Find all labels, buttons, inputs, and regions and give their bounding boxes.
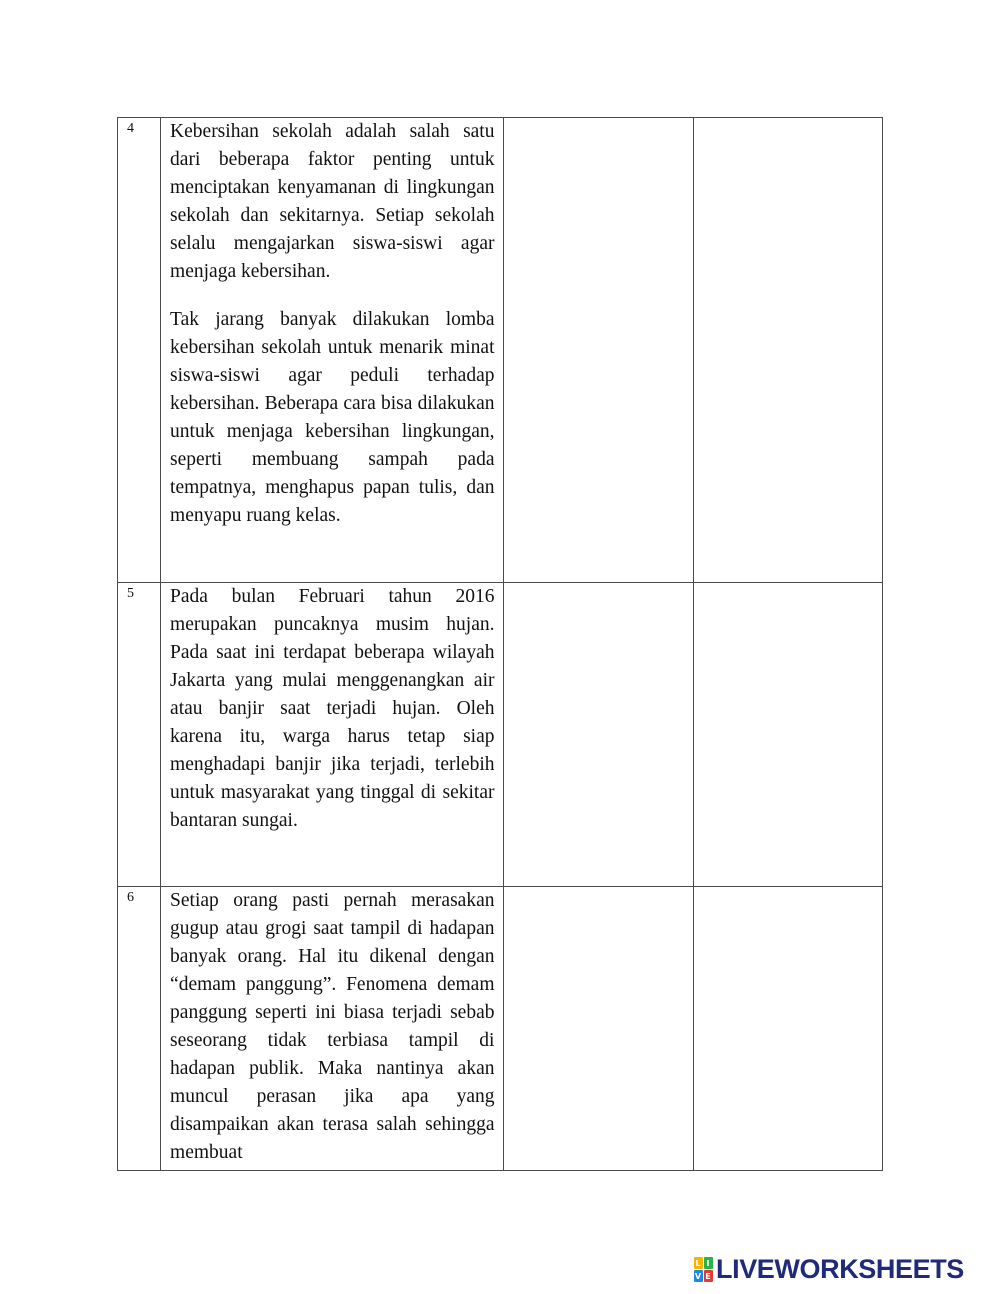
badge-letter: L (695, 1258, 701, 1268)
passage-paragraph: Setiap orang pasti pernah merasakan gugup atau grogi saat tampil di hadapan banyak orang. Hal itu dikenal dengan “demam panggung”. Fenomena demam panggung seperti ini biasa terjadi sebab seseorang tidak terbiasa tampil di hadapan publik. Maka nantinya akan muncul perasan jika apa yang disampaikan akan terasa salah sehingga membuat (170, 890, 495, 1163)
logo-text: LIVEWORKSHEETS (716, 1254, 964, 1284)
row-number: 6 (118, 887, 161, 1171)
liveworksheets-logo[interactable] (693, 1254, 964, 1284)
passage-cell (161, 887, 504, 1171)
worksheet-table (117, 117, 883, 1171)
live-badge-icon (693, 1256, 713, 1282)
passage-cell (161, 583, 504, 887)
row-number: 5 (118, 583, 161, 887)
badge-letter: I (704, 1257, 713, 1269)
table-row (118, 887, 883, 1171)
answer-cell-2[interactable] (693, 583, 882, 887)
answer-cell-1[interactable] (504, 118, 693, 583)
passage-cell (161, 118, 504, 583)
answer-cell-2[interactable] (693, 887, 882, 1171)
answer-cell-2[interactable] (693, 118, 882, 583)
answer-cell-1[interactable] (504, 583, 693, 887)
passage-paragraph: Pada bulan Februari tahun 2016 merupakan puncaknya musim hujan. Pada saat ini terdapat beberapa wilayah Jakarta yang mulai menggenangkan air atau banjir saat terjadi hujan. Oleh karena itu, warga harus tetap siap menghadapi banjir jika terjadi, terlebih untuk masyarakat yang tinggal di sekitar bantaran sungai. (170, 586, 495, 831)
badge-letter: V (694, 1271, 702, 1281)
passage-paragraph: Tak jarang banyak dilakukan lomba kebersihan sekolah untuk menarik minat siswa-siswi agar peduli terhadap kebersihan. Beberapa cara bisa dilakukan untuk menjaga kebersihan lingkungan, seperti membuang sampah pada tempatnya, menghapus papan tulis, dan menyapu ruang kelas. (170, 309, 495, 526)
table-row (118, 118, 883, 583)
answer-cell-1[interactable] (504, 887, 693, 1171)
table-row (118, 583, 883, 887)
row-number: 4 (118, 118, 161, 583)
passage-paragraph: Kebersihan sekolah adalah salah satu dari beberapa faktor penting untuk menciptakan kenyamanan di lingkungan sekolah dan sekitarnya. Setiap sekolah selalu mengajarkan siswa-siswi agar menjaga kebersihan. (170, 121, 495, 282)
badge-letter: E (705, 1271, 711, 1281)
